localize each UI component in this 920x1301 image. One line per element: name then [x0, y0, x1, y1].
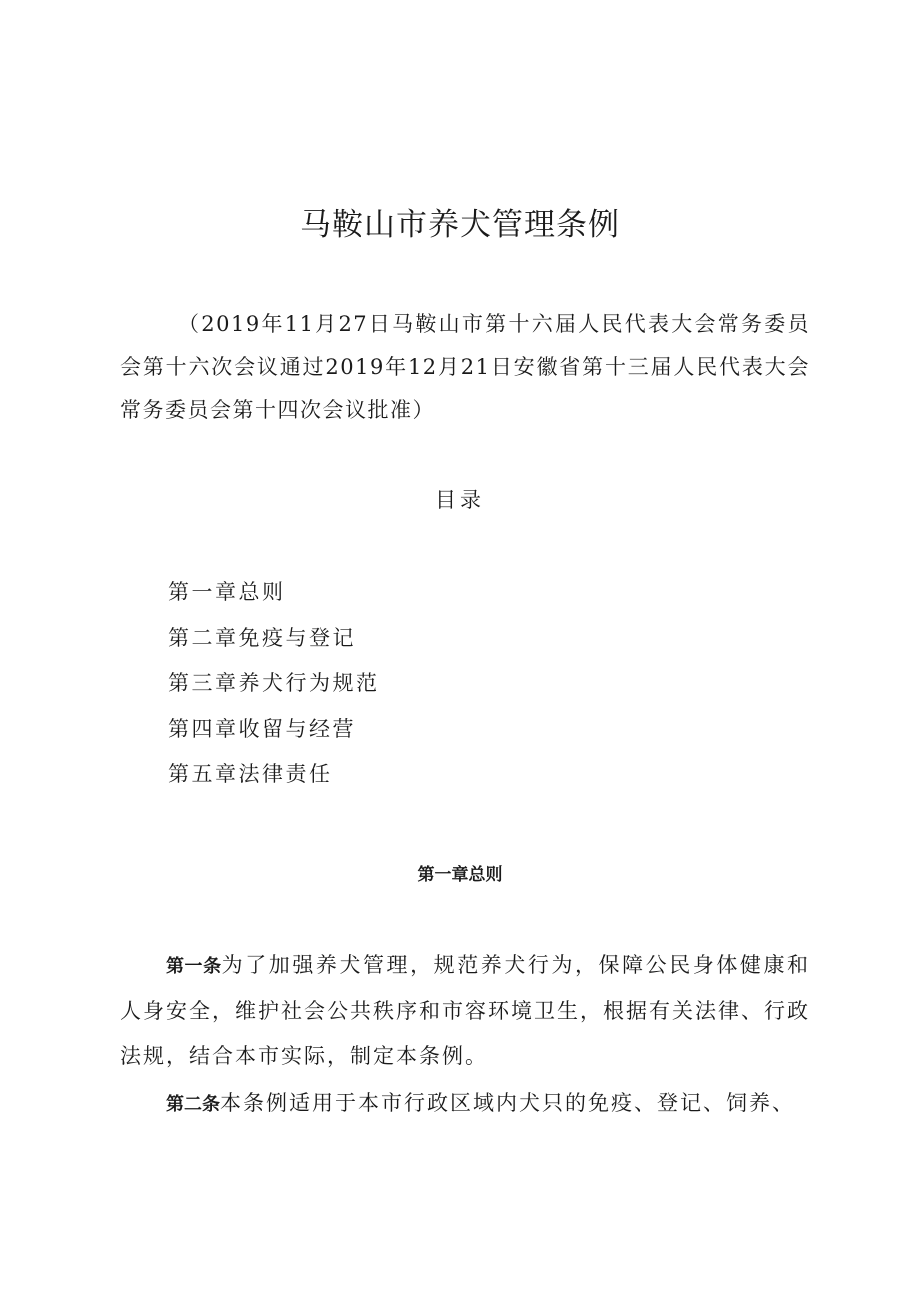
- adoption-note: （2019年11月27日马鞍山市第十六届人民代表大会常务委员会第十六次会议通过2019年12月21日安徽省第十三届人民代表大会常务委员会第十四次会议批准）: [120, 312, 810, 422]
- chapter-heading: 第一章总则: [417, 865, 503, 885]
- toc-item-chapter-3: 第三章养犬行为规范: [168, 671, 380, 695]
- toc-item-chapter-2: 第二章免疫与登记: [168, 625, 356, 650]
- document-title: 马鞍山市养犬管理条例: [300, 207, 620, 243]
- table-of-contents: [168, 570, 380, 798]
- toc-item-chapter-5: 第五章法律责任: [168, 762, 333, 786]
- toc-item-chapter-4: 第四章收留与经营: [168, 716, 356, 741]
- toc-title: 目录: [435, 488, 485, 512]
- article-2-text: 本条例适用于本市行政区域内犬只的免疫、登记、饲养、: [220, 1091, 795, 1115]
- article-2: [120, 1081, 810, 1126]
- article-1: [120, 943, 810, 1079]
- article-1-text: 为了加强养犬管理，规范养犬行为，保障公民身体健康和人身安全，维护社会公共秩序和市容环境卫生，根据有关法律、行政法规，结合本市实际，制定本条例。: [120, 953, 811, 1068]
- toc-item-chapter-1: 第一章总则: [168, 580, 286, 604]
- article-1-label: 第一条: [166, 956, 222, 977]
- article-2-label: 第二条: [166, 1094, 220, 1115]
